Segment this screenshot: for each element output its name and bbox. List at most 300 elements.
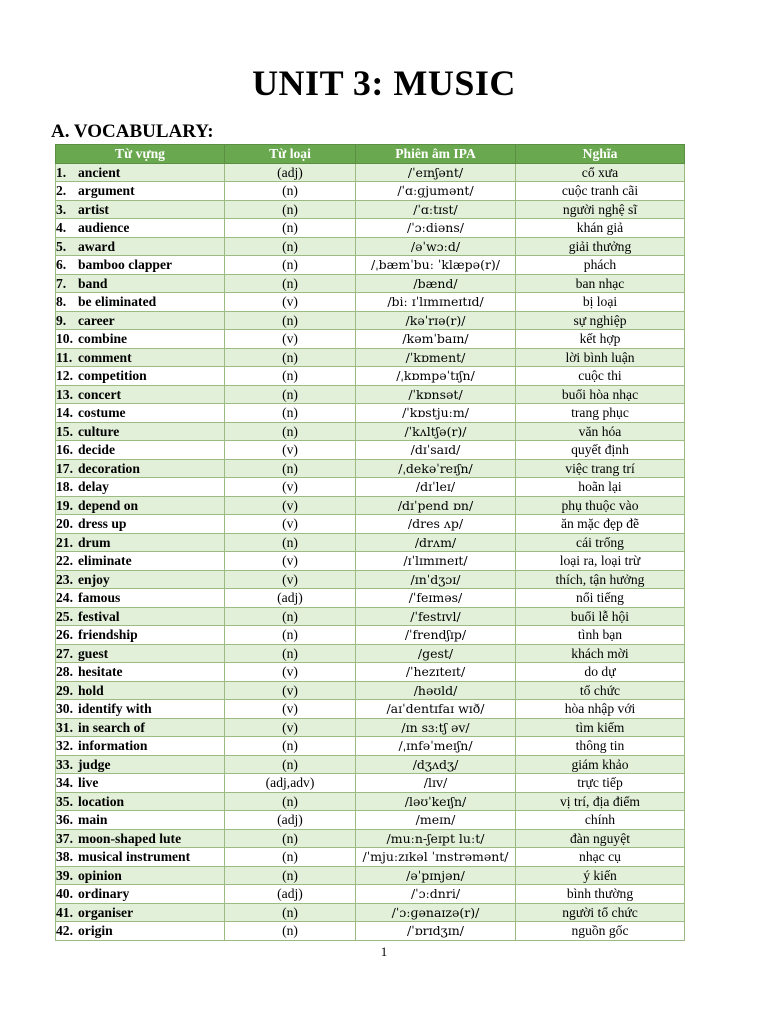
table-row [56, 348, 685, 367]
cell-meaning: cái trống [516, 533, 685, 552]
cell-ipa: /dʒʌdʒ/ [356, 755, 516, 774]
word-text: costume [78, 405, 126, 421]
word-text: hesitate [78, 664, 123, 680]
cell-ipa: /ɪnˈdʒɔɪ/ [356, 570, 516, 589]
table-row [56, 182, 685, 201]
cell-word [56, 441, 225, 460]
cell-ipa: /əˈpɪnjən/ [356, 866, 516, 885]
row-number: 23. [56, 571, 73, 587]
row-number: 33. [56, 756, 73, 772]
word-text: delay [78, 479, 109, 495]
table-row [56, 274, 685, 293]
cell-type: (n) [225, 792, 356, 811]
cell-ipa: /gest/ [356, 644, 516, 663]
cell-meaning: hoãn lại [516, 478, 685, 497]
cell-meaning: chính [516, 811, 685, 830]
cell-type: (n) [225, 848, 356, 867]
table-row [56, 866, 685, 885]
cell-word [56, 903, 225, 922]
cell-type: (adj) [225, 885, 356, 904]
page-number: 1 [380, 944, 388, 959]
row-number: 5. [56, 238, 67, 254]
row-number: 35. [56, 793, 73, 809]
vocabulary-table [55, 144, 685, 941]
cell-meaning: sự nghiệp [516, 311, 685, 330]
cell-type: (v) [225, 293, 356, 312]
cell-word [56, 626, 225, 645]
cell-ipa: /kəmˈbaɪn/ [356, 330, 516, 349]
cell-word [56, 737, 225, 756]
cell-meaning: trực tiếp [516, 774, 685, 793]
cell-ipa: /aɪˈdentɪfaɪ wɪð/ [356, 700, 516, 719]
header-type: Từ loại [225, 145, 356, 164]
cell-ipa: /meɪn/ [356, 811, 516, 830]
row-number: 2. [56, 183, 67, 199]
cell-ipa: /ɪˈlɪmɪneɪt/ [356, 552, 516, 571]
table-row [56, 441, 685, 460]
cell-meaning: nổi tiếng [516, 589, 685, 608]
cell-word [56, 348, 225, 367]
row-number: 21. [56, 534, 73, 550]
cell-word [56, 866, 225, 885]
cell-word [56, 311, 225, 330]
row-number: 3. [56, 201, 67, 217]
word-text: comment [78, 349, 132, 365]
cell-ipa: /ˈkɒnsət/ [356, 385, 516, 404]
word-text: eliminate [78, 553, 132, 569]
cell-ipa: /ˈkɒment/ [356, 348, 516, 367]
cell-ipa: /ˈkʌltʃə(r)/ [356, 422, 516, 441]
table-row [56, 922, 685, 941]
cell-word [56, 848, 225, 867]
word-text: artist [78, 201, 109, 217]
table-row [56, 311, 685, 330]
table-row [56, 570, 685, 589]
cell-word [56, 755, 225, 774]
row-number: 12. [56, 368, 73, 384]
word-text: location [78, 793, 125, 809]
table-row [56, 718, 685, 737]
cell-word [56, 237, 225, 256]
cell-meaning: việc trang trí [516, 459, 685, 478]
cell-word [56, 700, 225, 719]
table-row [56, 700, 685, 719]
cell-type: (adj) [225, 163, 356, 182]
cell-ipa: /drʌm/ [356, 533, 516, 552]
cell-ipa: /ˈfestɪvl/ [356, 607, 516, 626]
word-text: musical instrument [78, 849, 191, 865]
cell-word [56, 459, 225, 478]
table-row [56, 885, 685, 904]
cell-meaning: hòa nhập với [516, 700, 685, 719]
cell-ipa: /dɪˈleɪ/ [356, 478, 516, 497]
cell-ipa: /ɪn sɜːtʃ əv/ [356, 718, 516, 737]
cell-word [56, 385, 225, 404]
cell-ipa: /ˈeɪnʃənt/ [356, 163, 516, 182]
word-text: festival [78, 608, 120, 624]
cell-ipa: /əˈwɔːd/ [356, 237, 516, 256]
table-row [56, 256, 685, 275]
row-number: 37. [56, 830, 73, 846]
word-text: competition [78, 368, 147, 384]
cell-meaning: thích, tận hưởng [516, 570, 685, 589]
row-number: 26. [56, 627, 73, 643]
cell-meaning: tổ chức [516, 681, 685, 700]
table-row [56, 404, 685, 423]
table-row [56, 626, 685, 645]
cell-type: (n) [225, 903, 356, 922]
cell-meaning: tình bạn [516, 626, 685, 645]
row-number: 31. [56, 719, 73, 735]
cell-type: (v) [225, 496, 356, 515]
cell-meaning: vị trí, địa điểm [516, 792, 685, 811]
row-number: 29. [56, 682, 73, 698]
table-row [56, 385, 685, 404]
word-text: concert [78, 386, 122, 402]
word-text: origin [78, 923, 113, 939]
cell-type: (n) [225, 866, 356, 885]
header-word: Từ vựng [56, 145, 225, 164]
cell-meaning: cuộc thi [516, 367, 685, 386]
cell-ipa: /ˈɔːdnri/ [356, 885, 516, 904]
row-number: 38. [56, 849, 73, 865]
word-text: enjoy [78, 571, 110, 587]
cell-word [56, 533, 225, 552]
row-number: 13. [56, 386, 73, 402]
word-text: ancient [78, 164, 121, 180]
cell-type: (n) [225, 755, 356, 774]
word-text: live [78, 775, 99, 791]
cell-meaning: cuộc tranh cãi [516, 182, 685, 201]
cell-type: (v) [225, 478, 356, 497]
cell-word [56, 478, 225, 497]
word-text: audience [78, 220, 130, 236]
cell-meaning: bị loại [516, 293, 685, 312]
cell-type: (n) [225, 644, 356, 663]
section-heading: A. VOCABULARY: [51, 121, 214, 142]
cell-word [56, 774, 225, 793]
cell-meaning: quyết định [516, 441, 685, 460]
cell-meaning: giải thưởng [516, 237, 685, 256]
cell-word [56, 829, 225, 848]
row-number: 32. [56, 738, 73, 754]
table-row [56, 219, 685, 238]
header-ipa: Phiên âm IPA [356, 145, 516, 164]
word-text: ordinary [78, 886, 130, 902]
row-number: 6. [56, 257, 67, 273]
table-row [56, 829, 685, 848]
cell-meaning: đàn nguyệt [516, 829, 685, 848]
cell-meaning: lời bình luận [516, 348, 685, 367]
table-row [56, 737, 685, 756]
cell-word [56, 663, 225, 682]
table-row [56, 237, 685, 256]
row-number: 10. [56, 331, 73, 347]
word-text: judge [78, 756, 111, 772]
cell-ipa: /ˈkɒstjuːm/ [356, 404, 516, 423]
word-text: famous [78, 590, 121, 606]
row-number: 25. [56, 608, 73, 624]
row-number: 1. [56, 164, 67, 180]
cell-type: (adj) [225, 589, 356, 608]
cell-type: (v) [225, 718, 356, 737]
table-row [56, 367, 685, 386]
cell-meaning: khách mời [516, 644, 685, 663]
cell-word [56, 404, 225, 423]
cell-type: (n) [225, 459, 356, 478]
row-number: 30. [56, 701, 73, 717]
cell-type: (n) [225, 829, 356, 848]
table-row [56, 589, 685, 608]
cell-meaning: người tổ chức [516, 903, 685, 922]
cell-ipa: /ˌbæmˈbuː ˈklæpə(r)/ [356, 256, 516, 275]
word-text: career [78, 312, 115, 328]
cell-type: (v) [225, 441, 356, 460]
cell-ipa: /ˈɒrɪdʒɪn/ [356, 922, 516, 941]
row-number: 7. [56, 275, 67, 291]
cell-ipa: /dɪˈpend ɒn/ [356, 496, 516, 515]
word-text: moon-shaped lute [78, 830, 182, 846]
word-text: dress up [78, 516, 127, 532]
row-number: 16. [56, 442, 73, 458]
cell-type: (v) [225, 663, 356, 682]
word-text: guest [78, 645, 109, 661]
cell-type: (n) [225, 607, 356, 626]
cell-meaning: giám khảo [516, 755, 685, 774]
cell-ipa: /ˈfrendʃɪp/ [356, 626, 516, 645]
table-row [56, 330, 685, 349]
row-number: 9. [56, 312, 67, 328]
cell-type: (v) [225, 515, 356, 534]
header-meaning: Nghĩa [516, 145, 685, 164]
cell-type: (n) [225, 367, 356, 386]
table-row [56, 459, 685, 478]
table-row [56, 552, 685, 571]
cell-type: (v) [225, 700, 356, 719]
word-text: decoration [78, 460, 140, 476]
cell-meaning: loại ra, loại trừ [516, 552, 685, 571]
cell-type: (n) [225, 348, 356, 367]
row-number: 41. [56, 904, 73, 920]
table-body [56, 163, 685, 940]
cell-word [56, 293, 225, 312]
table-row [56, 755, 685, 774]
cell-ipa: /dres ʌp/ [356, 515, 516, 534]
word-text: depend on [78, 497, 139, 513]
row-number: 42. [56, 923, 73, 939]
table-row [56, 533, 685, 552]
word-text: in search of [78, 719, 145, 735]
cell-meaning: buổi lễ hội [516, 607, 685, 626]
word-text: argument [78, 183, 135, 199]
cell-ipa: /muːn-ʃeɪpt luːt/ [356, 829, 516, 848]
row-number: 28. [56, 664, 73, 680]
cell-word [56, 644, 225, 663]
word-text: culture [78, 423, 120, 439]
page-title: UNIT 3: MUSIC [252, 63, 516, 103]
table-row [56, 496, 685, 515]
cell-word [56, 219, 225, 238]
cell-type: (n) [225, 922, 356, 941]
word-text: hold [78, 682, 104, 698]
row-number: 20. [56, 516, 73, 532]
cell-type: (adj) [225, 811, 356, 830]
cell-meaning: ăn mặc đẹp đẽ [516, 515, 685, 534]
cell-meaning: buổi hòa nhạc [516, 385, 685, 404]
cell-ipa: /ˌdekəˈreɪʃn/ [356, 459, 516, 478]
cell-type: (n) [225, 182, 356, 201]
cell-ipa: /lɪv/ [356, 774, 516, 793]
row-number: 22. [56, 553, 73, 569]
cell-type: (n) [225, 237, 356, 256]
cell-type: (v) [225, 552, 356, 571]
row-number: 19. [56, 497, 73, 513]
cell-word [56, 367, 225, 386]
word-text: friendship [78, 627, 138, 643]
cell-meaning: phách [516, 256, 685, 275]
cell-word [56, 274, 225, 293]
cell-ipa: /dɪˈsaɪd/ [356, 441, 516, 460]
cell-word [56, 515, 225, 534]
table-row [56, 293, 685, 312]
cell-word [56, 552, 225, 571]
row-number: 17. [56, 460, 73, 476]
row-number: 34. [56, 775, 73, 791]
table-row [56, 607, 685, 626]
word-text: award [78, 238, 116, 254]
cell-meaning: nguồn gốc [516, 922, 685, 941]
table-row [56, 478, 685, 497]
cell-type: (n) [225, 256, 356, 275]
table-row [56, 792, 685, 811]
cell-meaning: do dự [516, 663, 685, 682]
cell-meaning: văn hóa [516, 422, 685, 441]
row-number: 40. [56, 886, 73, 902]
cell-word [56, 182, 225, 201]
cell-word [56, 922, 225, 941]
cell-ipa: /ˌkɒmpəˈtɪʃn/ [356, 367, 516, 386]
cell-meaning: tìm kiếm [516, 718, 685, 737]
cell-word [56, 496, 225, 515]
word-text: information [78, 738, 148, 754]
table-header-row [56, 145, 685, 164]
cell-ipa: /biː ɪˈlɪmɪneɪtɪd/ [356, 293, 516, 312]
word-text: bamboo clapper [78, 257, 173, 273]
table-row [56, 644, 685, 663]
cell-meaning: cổ xưa [516, 163, 685, 182]
cell-ipa: /həʊld/ [356, 681, 516, 700]
cell-meaning: khán giả [516, 219, 685, 238]
cell-word [56, 200, 225, 219]
cell-type: (n) [225, 219, 356, 238]
cell-type: (n) [225, 385, 356, 404]
cell-ipa: /ˈmjuːzɪkəl ˈɪnstrəmənt/ [356, 848, 516, 867]
cell-type: (adj,adv) [225, 774, 356, 793]
cell-ipa: /kəˈrɪə(r)/ [356, 311, 516, 330]
cell-meaning: trang phục [516, 404, 685, 423]
cell-word [56, 885, 225, 904]
word-text: identify with [78, 701, 152, 717]
cell-meaning: ý kiến [516, 866, 685, 885]
table-row [56, 163, 685, 182]
row-number: 14. [56, 405, 73, 421]
table-row [56, 848, 685, 867]
cell-meaning: phụ thuộc vào [516, 496, 685, 515]
cell-word [56, 681, 225, 700]
table-row [56, 422, 685, 441]
cell-meaning: nhạc cụ [516, 848, 685, 867]
cell-ipa: /ˈɔːdiəns/ [356, 219, 516, 238]
cell-word [56, 422, 225, 441]
word-text: band [78, 275, 108, 291]
row-number: 15. [56, 423, 73, 439]
cell-ipa: /ləʊˈkeɪʃn/ [356, 792, 516, 811]
cell-meaning: người nghệ sĩ [516, 200, 685, 219]
cell-ipa: /ˈhezɪteɪt/ [356, 663, 516, 682]
row-number: 18. [56, 479, 73, 495]
word-text: organiser [78, 904, 134, 920]
row-number: 27. [56, 645, 73, 661]
cell-meaning: ban nhạc [516, 274, 685, 293]
table-row [56, 774, 685, 793]
cell-ipa: /ˌɪnfəˈmeɪʃn/ [356, 737, 516, 756]
table-row [56, 811, 685, 830]
row-number: 24. [56, 590, 73, 606]
cell-meaning: bình thường [516, 885, 685, 904]
word-text: be eliminated [78, 294, 157, 310]
word-text: decide [78, 442, 115, 458]
cell-word [56, 607, 225, 626]
cell-word [56, 163, 225, 182]
cell-type: (v) [225, 570, 356, 589]
cell-ipa: /ˈɑːɡjumənt/ [356, 182, 516, 201]
cell-type: (n) [225, 737, 356, 756]
cell-type: (n) [225, 404, 356, 423]
row-number: 11. [56, 349, 73, 365]
cell-type: (n) [225, 274, 356, 293]
cell-word [56, 256, 225, 275]
word-text: drum [78, 534, 111, 550]
cell-ipa: /ˈɔːɡənaɪzə(r)/ [356, 903, 516, 922]
cell-type: (n) [225, 533, 356, 552]
row-number: 36. [56, 812, 73, 828]
cell-type: (n) [225, 626, 356, 645]
cell-ipa: /ˈfeɪməs/ [356, 589, 516, 608]
table-row [56, 200, 685, 219]
cell-word [56, 330, 225, 349]
table-row [56, 903, 685, 922]
table-row [56, 663, 685, 682]
row-number: 4. [56, 220, 67, 236]
cell-meaning: kết hợp [516, 330, 685, 349]
cell-type: (n) [225, 311, 356, 330]
word-text: combine [78, 331, 128, 347]
table-row [56, 515, 685, 534]
table-row [56, 681, 685, 700]
word-text: main [78, 812, 108, 828]
cell-word [56, 718, 225, 737]
cell-ipa: /ˈɑːtɪst/ [356, 200, 516, 219]
cell-word [56, 570, 225, 589]
cell-type: (n) [225, 422, 356, 441]
row-number: 39. [56, 867, 73, 883]
cell-type: (n) [225, 200, 356, 219]
cell-type: (v) [225, 330, 356, 349]
cell-meaning: thông tin [516, 737, 685, 756]
cell-word [56, 589, 225, 608]
cell-ipa: /bænd/ [356, 274, 516, 293]
cell-word [56, 792, 225, 811]
